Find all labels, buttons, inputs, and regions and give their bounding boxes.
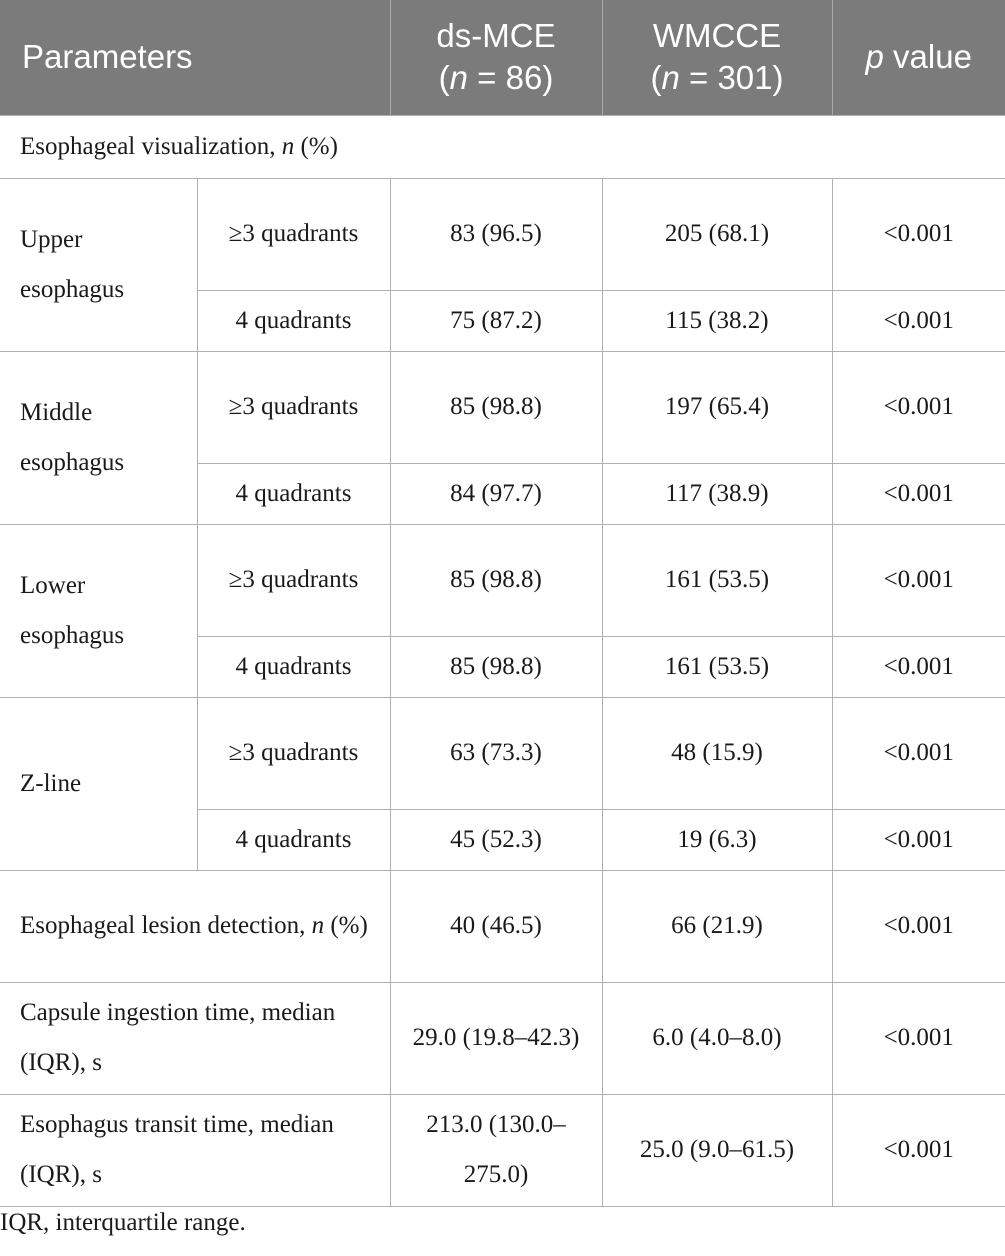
section-esophageal-visualization: Esophageal visualization, n (%) [0, 115, 1005, 178]
group-label: Middle esophagus [0, 351, 197, 524]
ds-mce-cell: 213.0 (130.0–275.0) [390, 1094, 602, 1206]
ds-mce-cell: 85 (98.8) [390, 524, 602, 636]
wmcce-cell: 205 (68.1) [602, 178, 832, 290]
table-footnote: IQR, interquartile range. [0, 1209, 246, 1236]
wmcce-cell: 197 (65.4) [602, 351, 832, 463]
table-row [0, 697, 1005, 809]
p-value-cell: <0.001 [832, 636, 1005, 697]
quadrant-cell: 4 quadrants [197, 463, 390, 524]
group-label: Z-line [0, 697, 197, 870]
ds-mce-cell: 45 (52.3) [390, 809, 602, 870]
p-value-cell: <0.001 [832, 697, 1005, 809]
p-value-cell: <0.001 [832, 524, 1005, 636]
quadrant-cell: ≥3 quadrants [197, 178, 390, 290]
table-row [0, 178, 1005, 290]
p-value-cell: <0.001 [832, 290, 1005, 351]
table-row [0, 1094, 1005, 1206]
wmcce-cell: 25.0 (9.0–61.5) [602, 1094, 832, 1206]
header-row [0, 0, 1005, 115]
ingestion-time-label: Capsule ingestion time, median (IQR), s [0, 982, 390, 1094]
quadrant-cell: 4 quadrants [197, 809, 390, 870]
quadrant-cell: 4 quadrants [197, 290, 390, 351]
ds-mce-cell: 29.0 (19.8–42.3) [390, 982, 602, 1094]
table-row [0, 524, 1005, 636]
table-row [0, 870, 1005, 982]
wmcce-cell: 117 (38.9) [602, 463, 832, 524]
wmcce-cell: 115 (38.2) [602, 290, 832, 351]
header-parameters: Parameters [0, 0, 390, 115]
ds-mce-cell: 84 (97.7) [390, 463, 602, 524]
wmcce-cell: 19 (6.3) [602, 809, 832, 870]
p-value-cell: <0.001 [832, 463, 1005, 524]
p-value-cell: <0.001 [832, 870, 1005, 982]
transit-time-label: Esophagus transit time, median (IQR), s [0, 1094, 390, 1206]
header-wmcce: WMCCE (n = 301) [602, 0, 832, 115]
table-row [0, 982, 1005, 1094]
lesion-detection-label: Esophageal lesion detection, n (%) [0, 870, 390, 982]
ds-mce-cell: 40 (46.5) [390, 870, 602, 982]
section-row [0, 115, 1005, 178]
ds-mce-cell: 85 (98.8) [390, 351, 602, 463]
wmcce-cell: 48 (15.9) [602, 697, 832, 809]
quadrant-cell: 4 quadrants [197, 636, 390, 697]
p-value-cell: <0.001 [832, 1094, 1005, 1206]
group-label: Upper esophagus [0, 178, 197, 351]
quadrant-cell: ≥3 quadrants [197, 351, 390, 463]
wmcce-cell: 66 (21.9) [602, 870, 832, 982]
ds-mce-cell: 83 (96.5) [390, 178, 602, 290]
wmcce-cell: 161 (53.5) [602, 636, 832, 697]
wmcce-cell: 161 (53.5) [602, 524, 832, 636]
p-value-cell: <0.001 [832, 809, 1005, 870]
ds-mce-cell: 85 (98.8) [390, 636, 602, 697]
header-p-value: p value [832, 0, 1005, 115]
quadrant-cell: ≥3 quadrants [197, 697, 390, 809]
ds-mce-cell: 63 (73.3) [390, 697, 602, 809]
p-value-cell: <0.001 [832, 351, 1005, 463]
header-ds-mce: ds-MCE (n = 86) [390, 0, 602, 115]
table-row [0, 351, 1005, 463]
ds-mce-cell: 75 (87.2) [390, 290, 602, 351]
quadrant-cell: ≥3 quadrants [197, 524, 390, 636]
group-label: Lower esophagus [0, 524, 197, 697]
wmcce-cell: 6.0 (4.0–8.0) [602, 982, 832, 1094]
p-value-cell: <0.001 [832, 982, 1005, 1094]
p-value-cell: <0.001 [832, 178, 1005, 290]
